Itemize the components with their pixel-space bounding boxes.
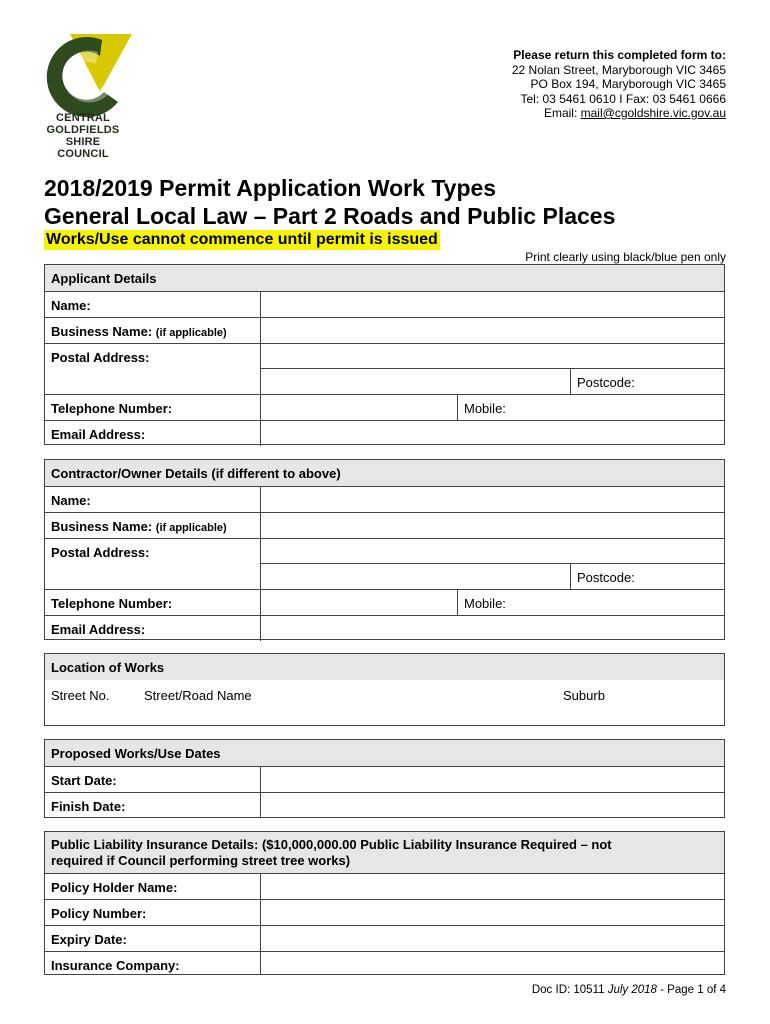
street-name-label: Street/Road Name <box>144 688 252 703</box>
applicant-postcode-field[interactable]: Postcode: <box>577 375 635 390</box>
finish-date-row: Finish Date: <box>45 792 724 817</box>
start-date-field[interactable] <box>261 767 724 792</box>
po-box-address: PO Box 194, Maryborough VIC 3465 <box>530 77 726 91</box>
finish-date-field[interactable] <box>261 793 724 817</box>
applicant-postal-field[interactable] <box>261 344 724 369</box>
contractor-email-field[interactable] <box>261 616 724 641</box>
policy-number-field[interactable] <box>261 900 724 925</box>
location-fields[interactable] <box>45 680 724 725</box>
applicant-email-row: Email Address: <box>45 420 724 446</box>
contractor-postal-row: Postal Address: Postcode: <box>45 538 724 589</box>
expiry-date-row: Expiry Date: <box>45 925 724 951</box>
contractor-business-row: Business Name: (if applicable) <box>45 512 724 538</box>
council-logo-text: CENTRAL GOLDFIELDS SHIRE COUNCIL <box>46 112 120 160</box>
phone-fax: Tel: 03 5461 0610 I Fax: 03 5461 0666 <box>520 91 726 106</box>
dates-heading: Proposed Works/Use Dates <box>45 740 724 766</box>
policy-number-row: Policy Number: <box>45 899 724 925</box>
policy-holder-row: Policy Holder Name: <box>45 873 724 899</box>
insurance-section <box>44 831 725 975</box>
start-date-row: Start Date: <box>45 766 724 792</box>
contractor-section <box>44 459 725 640</box>
return-heading: Please return this completed form to: <box>513 48 726 62</box>
insurance-heading: Public Liability Insurance Details: ($10,000,000.00 Public Liability Insurance Required – not required if Council performing street tree works) <box>45 832 724 873</box>
contractor-postal-field-2[interactable] <box>261 564 571 589</box>
applicant-business-row: Business Name: (if applicable) <box>45 317 724 343</box>
street-address: 22 Nolan Street, Maryborough VIC 3465 <box>511 62 726 77</box>
contractor-postal-field[interactable] <box>261 539 724 564</box>
contractor-mobile-field[interactable]: Mobile: <box>464 596 506 611</box>
suburb-label: Suburb <box>563 688 605 703</box>
applicant-name-field[interactable] <box>261 292 724 317</box>
applicant-postal-field-2[interactable] <box>261 369 571 394</box>
permit-warning: Works/Use cannot commence until permit is issued <box>46 231 438 248</box>
applicant-postal-row: Postal Address: Postcode: <box>45 343 724 394</box>
applicant-business-field[interactable] <box>261 318 724 343</box>
dates-section <box>44 739 725 818</box>
page-title: 2018/2019 Permit Application Work Types General Local Law – Part 2 Roads and Public Places <box>44 175 616 229</box>
contractor-name-field[interactable] <box>261 487 724 512</box>
applicant-heading: Applicant Details <box>45 265 724 291</box>
applicant-name-row: Name: <box>45 291 724 317</box>
location-heading: Location of Works <box>45 654 724 680</box>
applicant-phone-row: Telephone Number: Mobile: <box>45 394 724 420</box>
applicant-mobile-field[interactable]: Mobile: <box>464 401 506 416</box>
applicant-email-field[interactable] <box>261 421 724 446</box>
contractor-email-row: Email Address: <box>45 615 724 641</box>
policy-holder-field[interactable] <box>261 874 724 899</box>
contractor-phone-row: Telephone Number: Mobile: <box>45 589 724 615</box>
contractor-business-field[interactable] <box>261 513 724 538</box>
contractor-postcode-field[interactable]: Postcode: <box>577 570 635 585</box>
contractor-name-row: Name: <box>45 486 724 512</box>
expiry-date-field[interactable] <box>261 926 724 951</box>
page-footer: Doc ID: 10511 July 2018 - Page 1 of 4 <box>531 984 726 996</box>
contractor-phone-field[interactable] <box>261 590 458 615</box>
email-line: Email: mail@cgoldshire.vic.gov.au <box>543 106 726 120</box>
street-no-label: Street No. <box>51 688 110 703</box>
applicant-phone-field[interactable] <box>261 395 458 420</box>
insurance-company-row: Insurance Company: <box>45 951 724 974</box>
email-link[interactable]: mail@cgoldshire.vic.gov.au <box>580 106 726 120</box>
location-section <box>44 653 725 726</box>
insurance-company-field[interactable] <box>261 952 724 974</box>
applicant-section <box>44 264 725 445</box>
print-note: Print clearly using black/blue pen only <box>525 250 726 264</box>
contact-block <box>512 48 726 121</box>
contractor-heading: Contractor/Owner Details (if different to above) <box>45 460 724 486</box>
